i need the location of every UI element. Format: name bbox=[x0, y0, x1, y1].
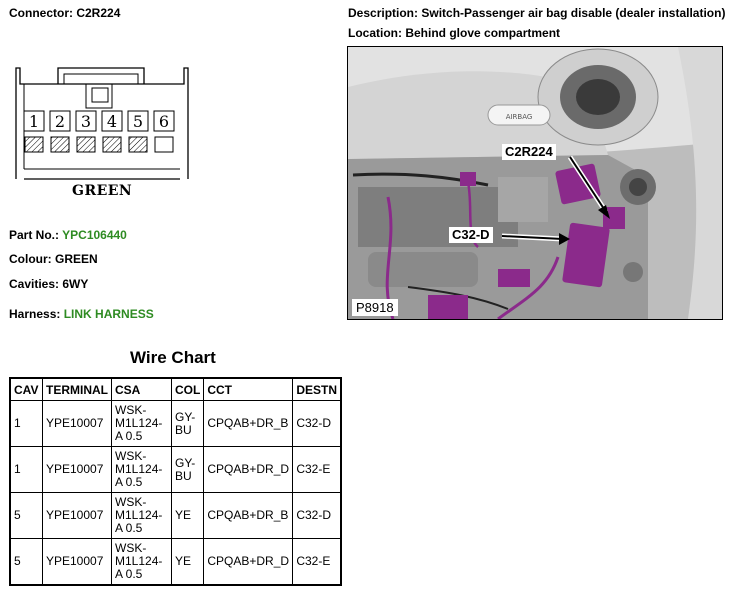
cell-cct: CPQAB+DR_B bbox=[204, 493, 293, 539]
cavity-number: 5 bbox=[132, 112, 144, 131]
cavity-terminal-populated bbox=[25, 137, 43, 152]
cell-csa: WSK-M1L124-A 0.5 bbox=[112, 539, 172, 586]
table-row bbox=[10, 401, 341, 447]
connector-label: Connector: bbox=[9, 6, 73, 20]
location-photo bbox=[347, 46, 723, 320]
cell-destn: C32-D bbox=[293, 401, 341, 447]
cell-csa: WSK-M1L124-A 0.5 bbox=[112, 493, 172, 539]
vent-label: AIRBAG bbox=[505, 113, 533, 121]
header-col: COL bbox=[172, 378, 204, 401]
cavities-label: Cavities: bbox=[9, 277, 60, 291]
header-cav: CAV bbox=[10, 378, 43, 401]
colour-row bbox=[9, 252, 98, 266]
cavities-value: 6WY bbox=[62, 277, 89, 291]
cell-col: GY-BU bbox=[172, 447, 204, 493]
header-cct: CCT bbox=[204, 378, 293, 401]
cavity-number: 1 bbox=[28, 112, 40, 131]
cell-cct: CPQAB+DR_B bbox=[204, 401, 293, 447]
header-terminal: TERMINAL bbox=[43, 378, 112, 401]
header-destn: DESTN bbox=[293, 378, 341, 401]
cell-col: YE bbox=[172, 539, 204, 586]
colour-value: GREEN bbox=[55, 252, 98, 266]
cell-destn: C32-E bbox=[293, 447, 341, 493]
location-heading bbox=[348, 26, 560, 40]
cell-terminal: YPE10007 bbox=[43, 401, 112, 447]
cavity-terminal-populated bbox=[129, 137, 147, 152]
cell-terminal: YPE10007 bbox=[43, 447, 112, 493]
callout-c32-d: C32-D bbox=[449, 227, 493, 243]
location-text: Behind glove compartment bbox=[405, 26, 561, 40]
cavity-number: 3 bbox=[80, 112, 92, 131]
cell-cav: 5 bbox=[10, 539, 43, 586]
table-row bbox=[10, 447, 341, 493]
cavity-terminal-populated bbox=[51, 137, 69, 152]
harness-value: LINK HARNESS bbox=[63, 307, 154, 321]
cell-csa: WSK-M1L124-A 0.5 bbox=[112, 401, 172, 447]
cavity-terminal-populated bbox=[77, 137, 95, 152]
part-no-label: Part No.: bbox=[9, 228, 60, 242]
cell-col: GY-BU bbox=[172, 401, 204, 447]
connector-heading bbox=[9, 6, 120, 20]
cell-destn: C32-E bbox=[293, 539, 341, 586]
cell-cct: CPQAB+DR_D bbox=[204, 539, 293, 586]
cell-col: YE bbox=[172, 493, 204, 539]
cavity-number: 4 bbox=[106, 112, 118, 131]
description-label: Description: bbox=[348, 6, 419, 20]
wire-chart-table bbox=[9, 377, 342, 586]
cavity-terminal-populated bbox=[103, 137, 121, 152]
cell-cct: CPQAB+DR_D bbox=[204, 447, 293, 493]
cavity-terminal-empty bbox=[155, 137, 173, 152]
cell-destn: C32-D bbox=[293, 493, 341, 539]
header-csa: CSA bbox=[112, 378, 172, 401]
description-heading bbox=[348, 6, 725, 20]
cell-csa: WSK-M1L124-A 0.5 bbox=[112, 447, 172, 493]
cell-cav: 1 bbox=[10, 447, 43, 493]
connector-face-diagram bbox=[12, 64, 192, 184]
harness-label: Harness: bbox=[9, 307, 61, 321]
cell-terminal: YPE10007 bbox=[43, 539, 112, 586]
cavity-number: 2 bbox=[54, 112, 66, 131]
table-row bbox=[10, 539, 341, 586]
description-text: Switch-Passenger air bag disable (dealer installation) bbox=[421, 6, 726, 20]
cell-terminal: YPE10007 bbox=[43, 493, 112, 539]
colour-label: Colour: bbox=[9, 252, 52, 266]
cavity-number: 6 bbox=[158, 112, 170, 131]
cell-cav: 5 bbox=[10, 493, 43, 539]
photo-reference: P8918 bbox=[352, 299, 398, 316]
wire-chart-header-row bbox=[10, 378, 341, 401]
table-row bbox=[10, 493, 341, 539]
part-no-value: YPC106440 bbox=[62, 228, 127, 242]
cell-cav: 1 bbox=[10, 401, 43, 447]
cavities-row bbox=[9, 277, 88, 291]
connector-id: C2R224 bbox=[76, 6, 121, 20]
location-label: Location: bbox=[348, 26, 402, 40]
wire-chart-title: Wire Chart bbox=[130, 348, 216, 367]
connector-color-name: GREEN bbox=[72, 183, 133, 199]
callout-c2r224: C2R224 bbox=[502, 144, 556, 160]
part-no-row bbox=[9, 228, 127, 242]
harness-row bbox=[9, 307, 154, 321]
cavity-group bbox=[24, 111, 174, 152]
